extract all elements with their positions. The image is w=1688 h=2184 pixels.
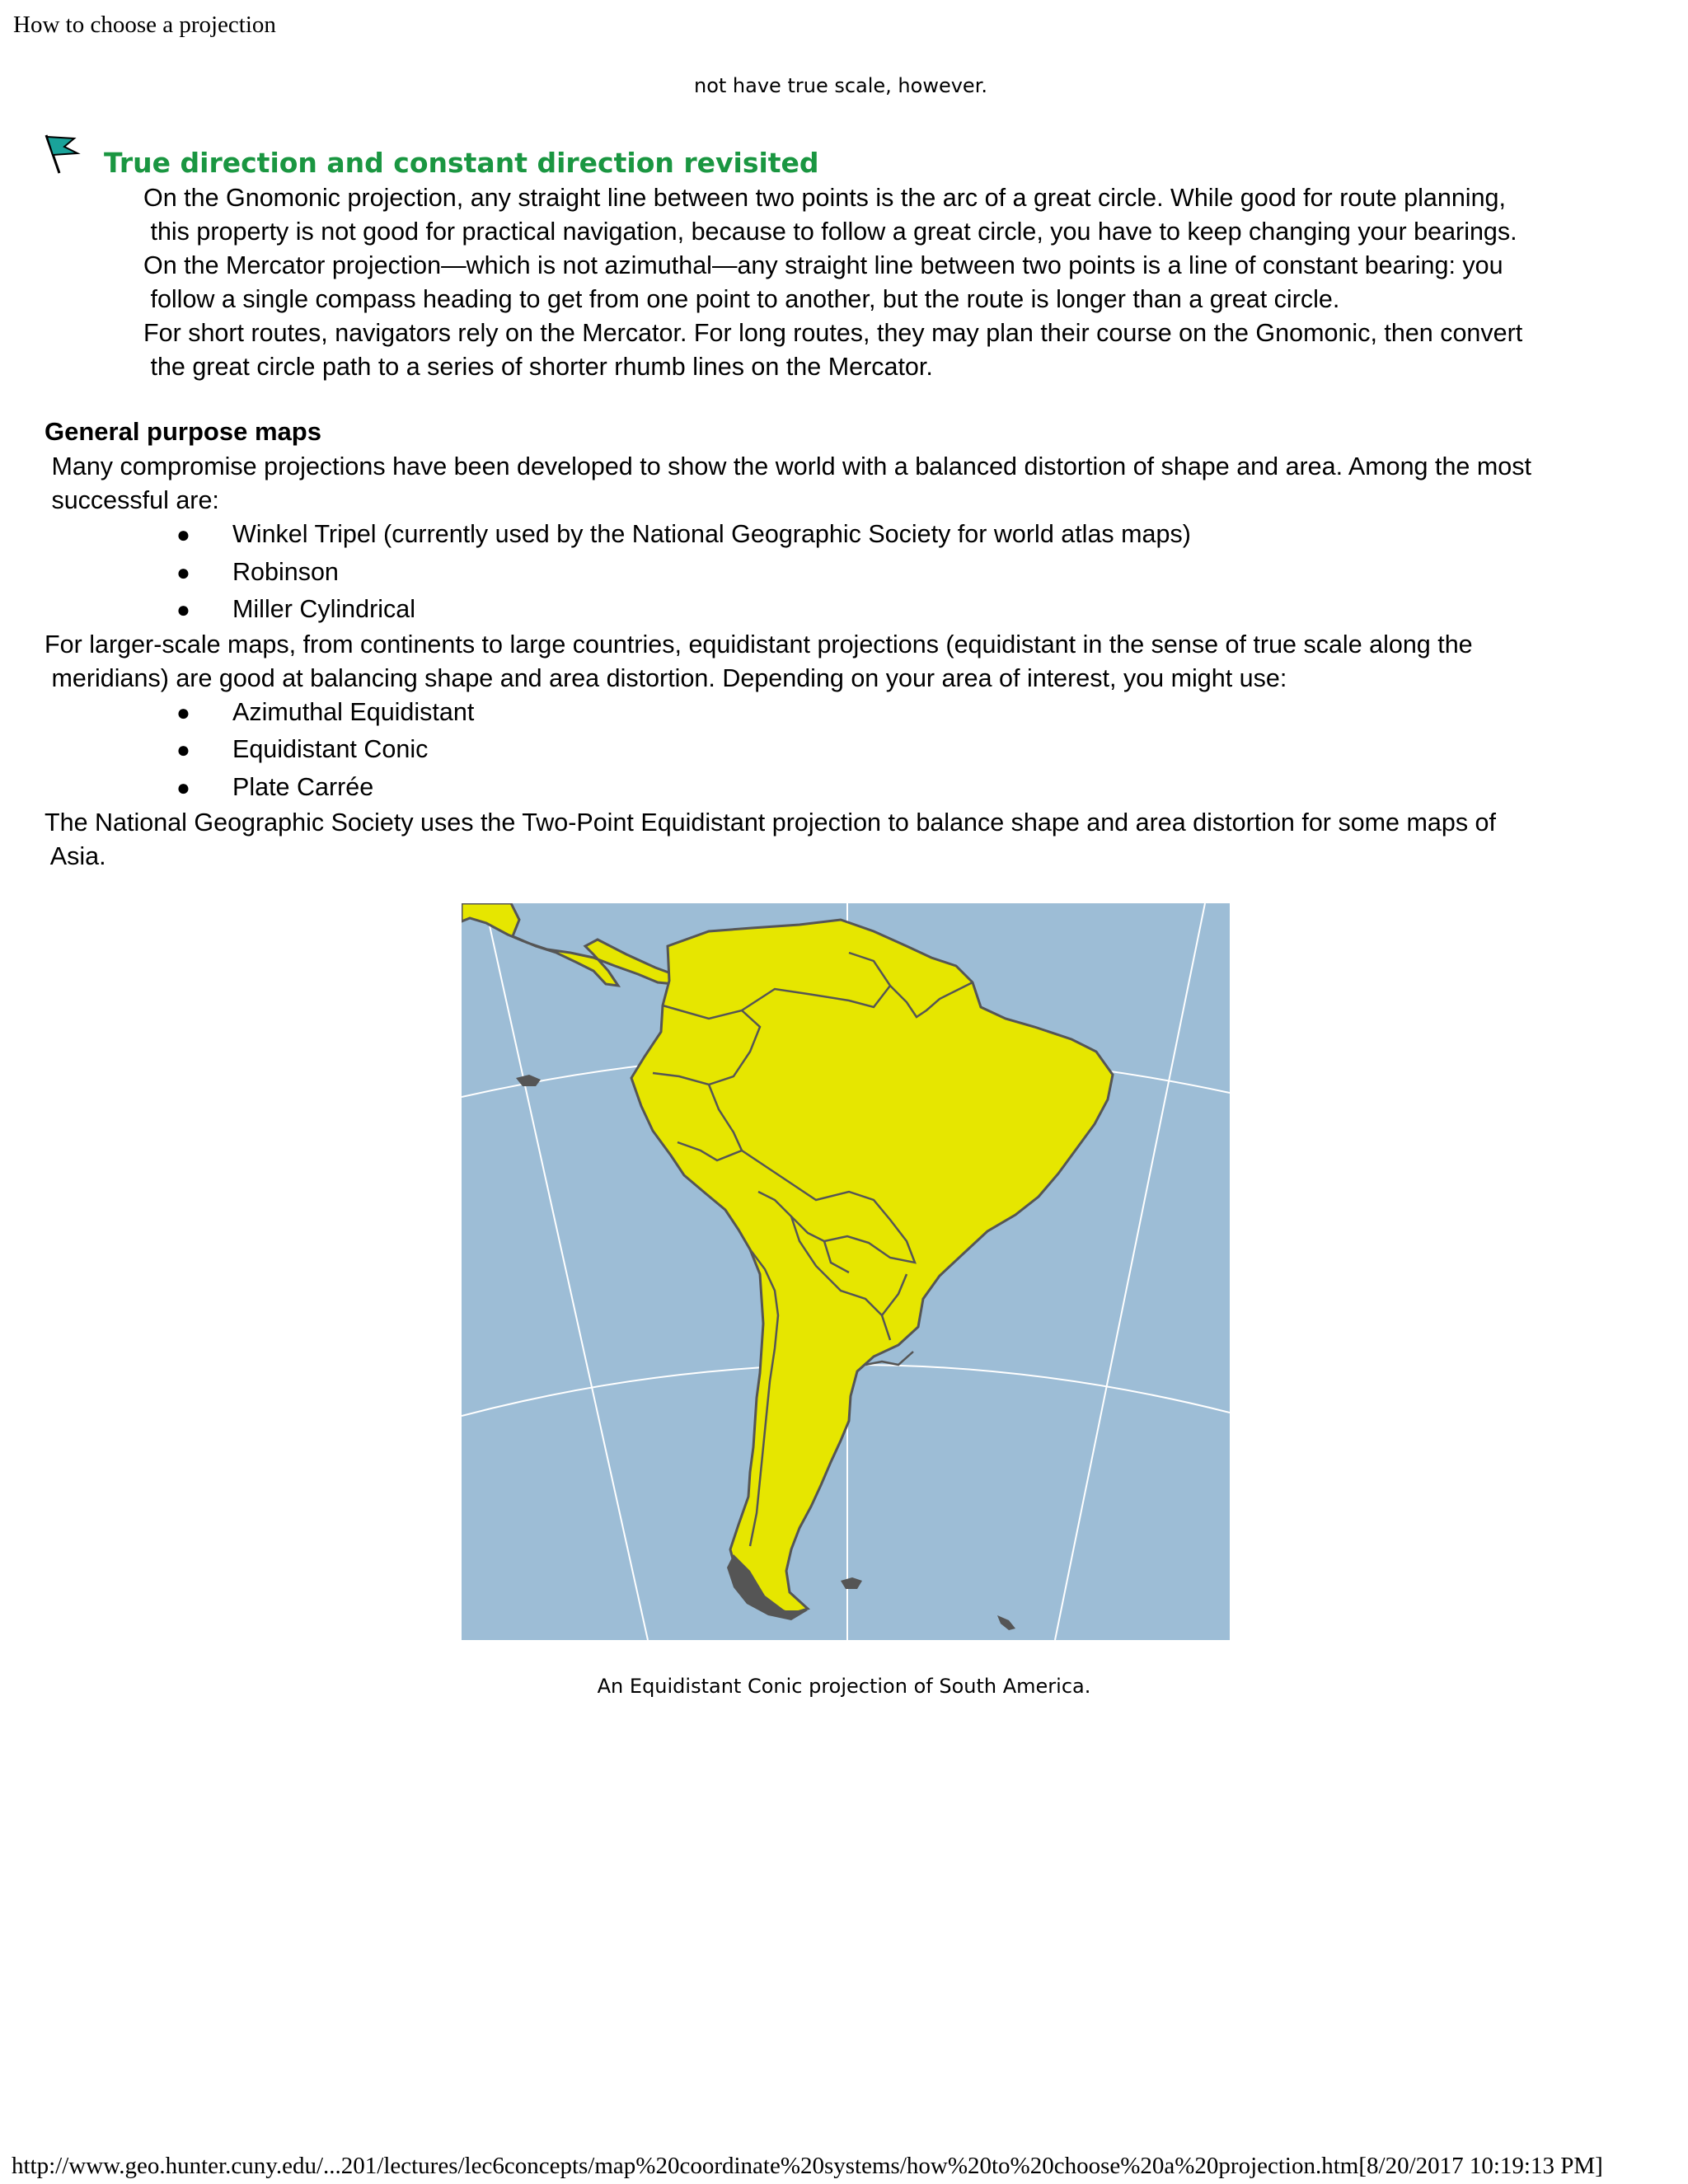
paragraph-line: For short routes, navigators rely on the Mercator. For long routes, they may plan their course on the Gnomonic, then convert bbox=[143, 319, 1523, 347]
list-item-plate-carree: ● Plate Carrée bbox=[232, 771, 373, 804]
paragraph-line: successful are: bbox=[45, 486, 219, 514]
list-item-winkel: ● Winkel Tripel (currently used by the National Geographic Society for world atlas maps) bbox=[232, 518, 1191, 551]
paragraph-line: On the Gnomonic projection, any straight line between two points is the arc of a great circle. While good for route planning, bbox=[143, 184, 1506, 212]
paragraph-line: this property is not good for practical navigation, because to follow a great circle, you have to keep changing your bearings. bbox=[143, 218, 1517, 246]
south-america-map bbox=[462, 903, 1230, 1640]
paragraph-line: On the Mercator projection—which is not azimuthal—any straight line between two points is a line of constant bearing: you bbox=[143, 251, 1503, 279]
section-title-true-direction: True direction and constant direction revisited bbox=[104, 147, 819, 179]
general-intro bbox=[45, 450, 1531, 518]
bullet-icon: ● bbox=[176, 597, 190, 622]
list-item-conic: ● Equidistant Conic bbox=[232, 733, 428, 766]
general-purpose-heading: General purpose maps bbox=[45, 417, 321, 446]
paragraph-larger-scale bbox=[45, 628, 1473, 696]
bullet-icon: ● bbox=[176, 560, 190, 585]
footer-url: http://www.geo.hunter.cuny.edu/...201/lectures/lec6concepts/map%20coordinate%20systems/how%20to%20choose%20a%20projection.htm[8/20/2017 10:19:13 PM] bbox=[12, 2153, 1603, 2179]
figure-caption: An Equidistant Conic projection of South America. bbox=[597, 1675, 1091, 1698]
flag-icon bbox=[41, 132, 87, 178]
paragraph-mercator bbox=[143, 249, 1503, 316]
list-item-miller: ● Miller Cylindrical bbox=[232, 593, 415, 626]
bullet-icon: ● bbox=[176, 775, 190, 800]
paragraph-line: the great circle path to a series of shorter rhumb lines on the Mercator. bbox=[143, 353, 933, 381]
page-header-title: How to choose a projection bbox=[13, 12, 276, 38]
list-item-robinson: ● Robinson bbox=[232, 555, 339, 589]
paragraph-gnomonic bbox=[143, 181, 1517, 249]
bullet-icon: ● bbox=[176, 522, 190, 547]
paragraph-line: Asia. bbox=[45, 842, 106, 870]
list-item-azimuthal: ● Azimuthal Equidistant bbox=[232, 696, 474, 729]
paragraph-line: Many compromise projections have been developed to show the world with a balanced distortion of shape and area. Among the most bbox=[45, 452, 1531, 480]
paragraph-national-geographic bbox=[45, 806, 1496, 874]
paragraph-line: meridians) are good at balancing shape and area distortion. Depending on your area of interest, you might use: bbox=[45, 664, 1287, 692]
paragraph-line: For larger-scale maps, from continents to large countries, equidistant projections (equidistant in the sense of true scale along the bbox=[45, 630, 1473, 658]
bullet-icon: ● bbox=[176, 737, 190, 762]
bullet-icon: ● bbox=[176, 700, 190, 725]
paragraph-line: The National Geographic Society uses the Two-Point Equidistant projection to balance shape and area distortion for some maps of bbox=[45, 808, 1496, 837]
paragraph-line: follow a single compass heading to get from one point to another, but the route is longer than a great circle. bbox=[143, 285, 1340, 313]
paragraph-short-routes bbox=[143, 316, 1522, 384]
continuation-text: not have true scale, however. bbox=[694, 74, 987, 97]
